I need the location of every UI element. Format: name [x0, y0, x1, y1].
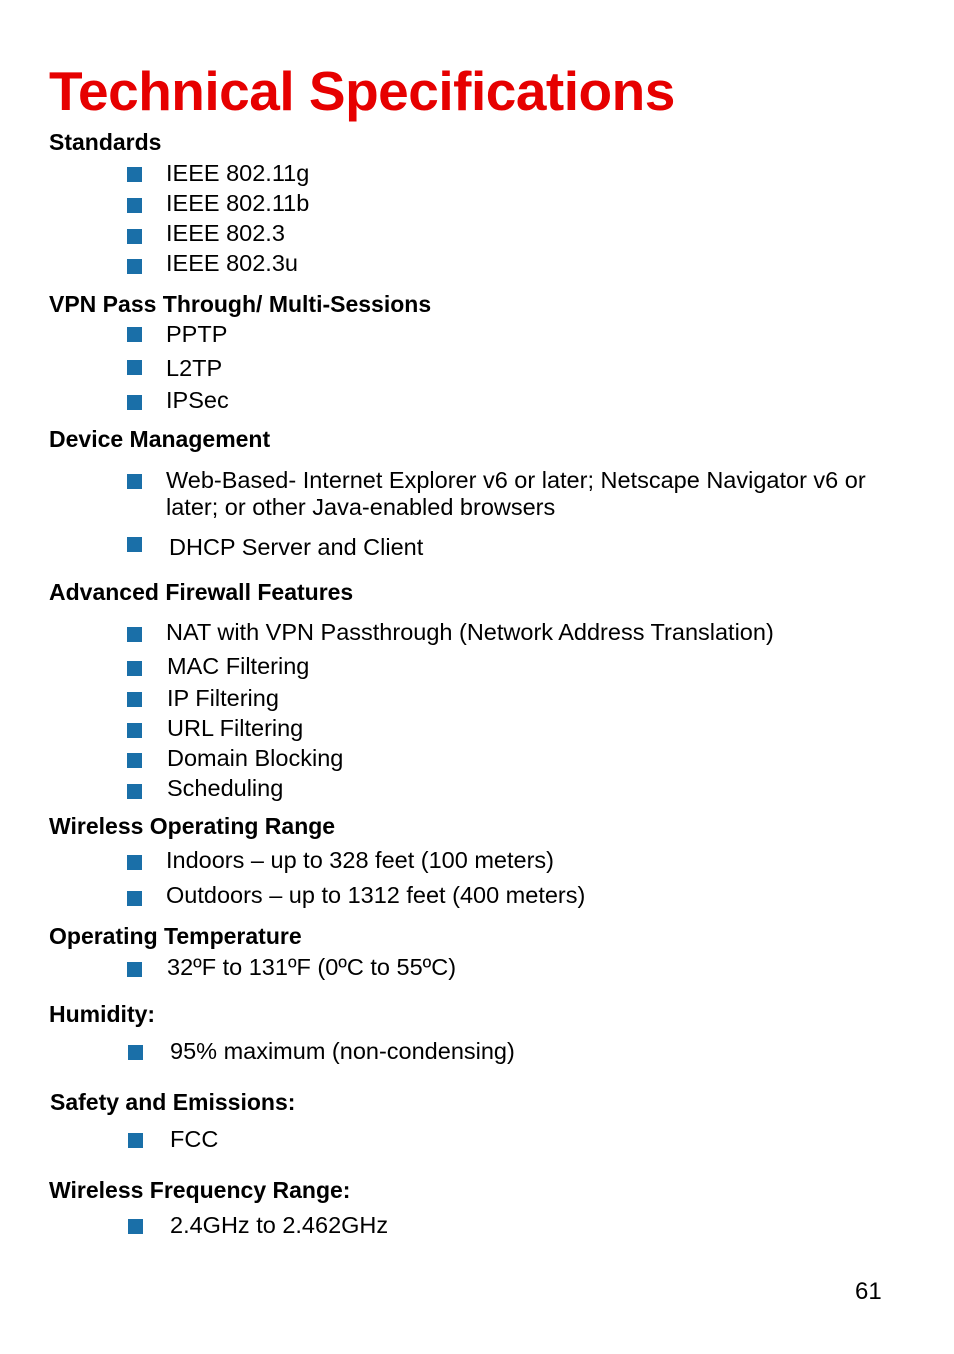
list-item: 32ºF to 131ºF (0ºC to 55ºC) — [167, 954, 457, 980]
list-item: NAT with VPN Passthrough (Network Address Translation) — [166, 619, 774, 645]
square-bullet-icon — [128, 1219, 143, 1234]
list-item: 2.4GHz to 2.462GHz — [170, 1212, 389, 1238]
list-item: URL Filtering — [167, 715, 304, 741]
list-item: Indoors – up to 328 feet (100 meters) — [166, 847, 554, 873]
square-bullet-icon — [127, 259, 142, 274]
section-heading-firewall: Advanced Firewall Features — [49, 579, 354, 605]
list-item: Domain Blocking — [167, 745, 344, 771]
square-bullet-icon — [127, 891, 142, 906]
square-bullet-icon — [127, 229, 142, 244]
square-bullet-icon — [127, 627, 142, 642]
list-item: IP Filtering — [167, 685, 279, 711]
list-item: IEEE 802.3 — [166, 220, 285, 246]
list-item: DHCP Server and Client — [169, 534, 424, 560]
section-heading-range: Wireless Operating Range — [49, 813, 336, 839]
square-bullet-icon — [127, 395, 142, 410]
section-heading-vpn: VPN Pass Through/ Multi-Sessions — [49, 291, 432, 317]
section-heading-humidity: Humidity: — [49, 1001, 156, 1027]
section-heading-frequency: Wireless Frequency Range: — [49, 1177, 351, 1203]
list-item: IPSec — [166, 387, 229, 413]
square-bullet-icon — [127, 327, 142, 342]
list-item: Outdoors – up to 1312 feet (400 meters) — [166, 882, 586, 908]
square-bullet-icon — [127, 661, 142, 676]
page-number: 61 — [855, 1278, 882, 1305]
square-bullet-icon — [127, 474, 142, 489]
section-heading-standards: Standards — [49, 129, 162, 155]
list-item: 95% maximum (non-condensing) — [170, 1038, 515, 1064]
square-bullet-icon — [127, 692, 142, 707]
list-item: Scheduling — [167, 775, 284, 801]
list-item: L2TP — [166, 355, 223, 381]
square-bullet-icon — [127, 962, 142, 977]
square-bullet-icon — [127, 753, 142, 768]
square-bullet-icon — [127, 855, 142, 870]
section-heading-temperature: Operating Temperature — [49, 923, 302, 949]
list-item: Web-Based- Internet Explorer v6 or later; Netscape Navigator v6 or later; or other Java-enabled browsers — [166, 467, 866, 520]
square-bullet-icon — [127, 167, 142, 182]
square-bullet-icon — [128, 1045, 143, 1060]
list-item: IEEE 802.11g — [166, 160, 310, 186]
list-item: MAC Filtering — [167, 653, 310, 679]
list-item: IEEE 802.11b — [166, 190, 310, 216]
square-bullet-icon — [127, 360, 142, 375]
section-heading-safety: Safety and Emissions: — [50, 1089, 296, 1115]
page-title: Technical Specifications — [49, 60, 675, 122]
square-bullet-icon — [127, 537, 142, 552]
square-bullet-icon — [127, 723, 142, 738]
square-bullet-icon — [127, 784, 142, 799]
list-item: IEEE 802.3u — [166, 250, 298, 276]
list-item: PPTP — [166, 321, 228, 347]
list-item: FCC — [170, 1126, 219, 1152]
square-bullet-icon — [128, 1133, 143, 1148]
section-heading-device-management: Device Management — [49, 426, 271, 452]
square-bullet-icon — [127, 198, 142, 213]
